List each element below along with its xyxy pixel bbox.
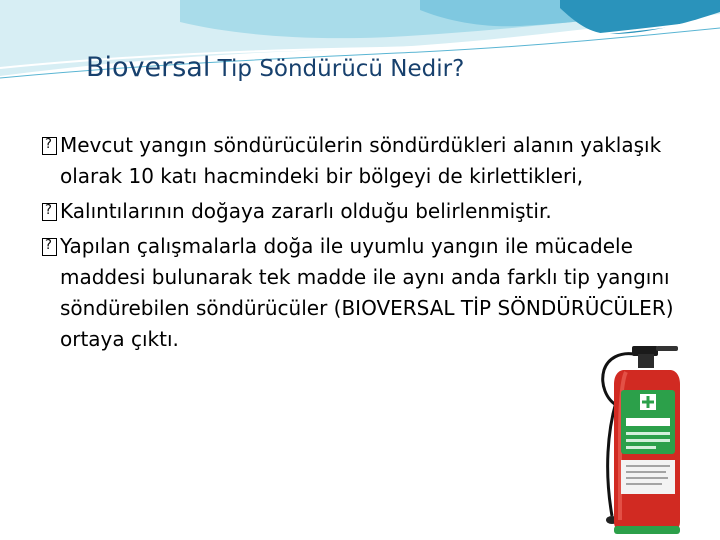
bullet-placeholder-icon: [42, 137, 57, 155]
bullet-text: Kalıntılarının doğaya zararlı olduğu belirlenmiştir.: [60, 199, 552, 223]
slide-title: [86, 52, 464, 83]
title-brand: Bioversal: [86, 52, 211, 83]
bullet-item: [42, 196, 682, 227]
bullet-text: Mevcut yangın söndürücülerin söndürdükleri alanın yaklaşık olarak 10 katı hacmindeki bir bölgeyi de kirlettikleri,: [60, 133, 662, 188]
title-rest: Tip Söndürücü Nedir?: [210, 56, 465, 82]
bullet-item: [42, 130, 682, 192]
bullet-text: Yapılan çalışmalarla doğa ile uyumlu yangın ile mücadele maddesi bulunarak tek madde ile aynı anda farklı tip yangını söndürebilen söndürücüler (BIOVERSAL TİP SÖNDÜRÜCÜLER) ortaya çıktı.: [60, 234, 674, 351]
bullet-placeholder-icon: [42, 238, 57, 256]
bullet-list: [42, 130, 682, 359]
bullet-item: [42, 231, 682, 355]
bullet-placeholder-icon: [42, 203, 57, 221]
fire-extinguisher-icon: [578, 340, 720, 540]
